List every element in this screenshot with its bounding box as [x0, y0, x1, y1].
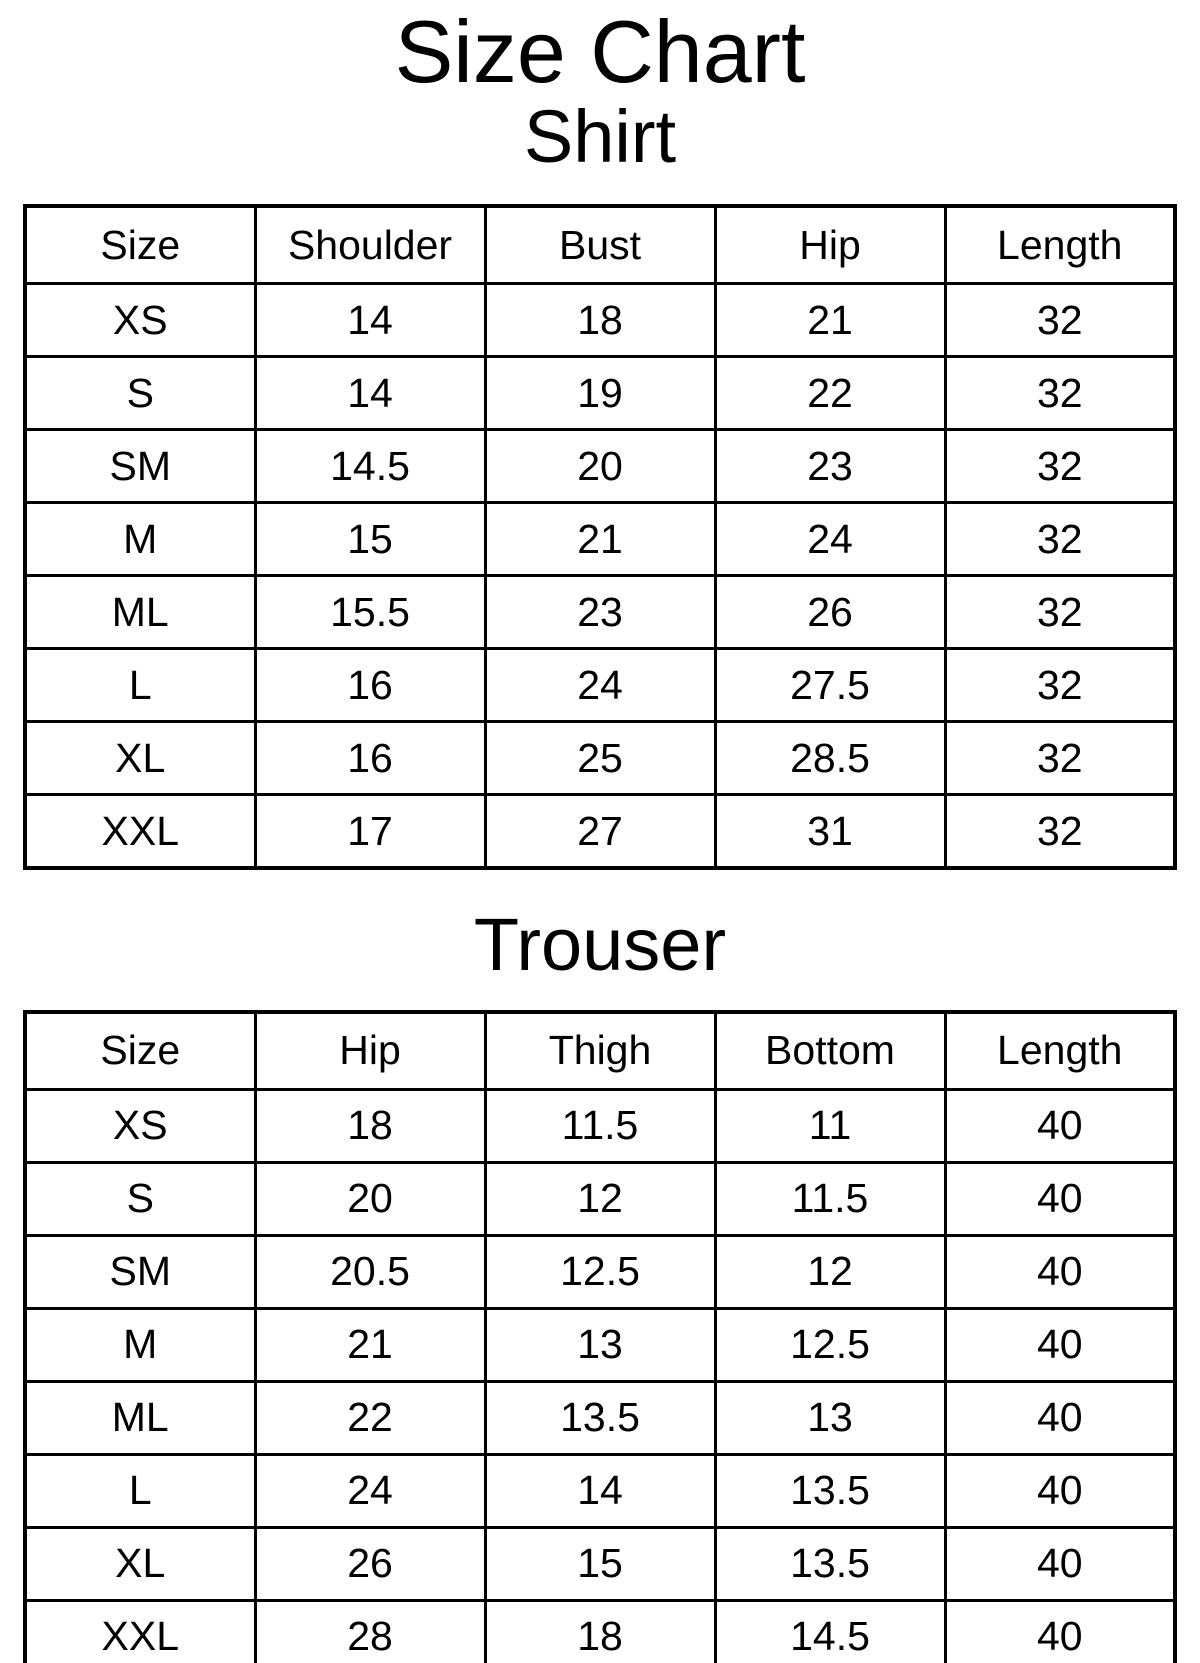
measurement-cell: 11.5: [485, 1089, 715, 1162]
table-row: [25, 649, 1175, 722]
size-label-cell: ML: [25, 1381, 255, 1454]
measurement-cell: 13: [715, 1381, 945, 1454]
column-header: Bottom: [715, 1012, 945, 1090]
size-label-cell: S: [25, 1162, 255, 1235]
size-label-cell: S: [25, 357, 255, 430]
trouser-size-table: [23, 1010, 1177, 1663]
measurement-cell: 28.5: [715, 722, 945, 795]
measurement-cell: 40: [945, 1235, 1175, 1308]
measurement-cell: 14.5: [715, 1600, 945, 1663]
table-row: [25, 1308, 1175, 1381]
measurement-cell: 23: [485, 576, 715, 649]
table-row: [25, 1600, 1175, 1663]
measurement-cell: 40: [945, 1527, 1175, 1600]
measurement-cell: 14: [485, 1454, 715, 1527]
shirt-table-head: [25, 206, 1175, 284]
measurement-cell: 14: [255, 357, 485, 430]
table-row: [25, 284, 1175, 357]
size-label-cell: XS: [25, 284, 255, 357]
column-header: Length: [945, 206, 1175, 284]
shirt-table-body: [25, 284, 1175, 869]
measurement-cell: 13.5: [715, 1454, 945, 1527]
size-label-cell: XL: [25, 1527, 255, 1600]
measurement-cell: 22: [255, 1381, 485, 1454]
measurement-cell: 15.5: [255, 576, 485, 649]
size-label-cell: M: [25, 1308, 255, 1381]
measurement-cell: 16: [255, 649, 485, 722]
trouser-table-body: [25, 1089, 1175, 1663]
measurement-cell: 32: [945, 795, 1175, 869]
size-label-cell: ML: [25, 576, 255, 649]
measurement-cell: 23: [715, 430, 945, 503]
size-label-cell: XXL: [25, 1600, 255, 1663]
measurement-cell: 20: [485, 430, 715, 503]
measurement-cell: 18: [255, 1089, 485, 1162]
size-label-cell: SM: [25, 430, 255, 503]
measurement-cell: 24: [255, 1454, 485, 1527]
measurement-cell: 31: [715, 795, 945, 869]
measurement-cell: 12.5: [715, 1308, 945, 1381]
size-label-cell: XL: [25, 722, 255, 795]
column-header: Bust: [485, 206, 715, 284]
measurement-cell: 15: [255, 503, 485, 576]
table-row: [25, 795, 1175, 869]
measurement-cell: 13: [485, 1308, 715, 1381]
measurement-cell: 21: [715, 284, 945, 357]
size-label-cell: XS: [25, 1089, 255, 1162]
measurement-cell: 32: [945, 357, 1175, 430]
measurement-cell: 13.5: [715, 1527, 945, 1600]
measurement-cell: 40: [945, 1381, 1175, 1454]
column-header: Size: [25, 206, 255, 284]
table-row: [25, 1162, 1175, 1235]
measurement-cell: 40: [945, 1454, 1175, 1527]
page-title: Size Chart: [394, 2, 806, 101]
table-row: [25, 1235, 1175, 1308]
column-header: Shoulder: [255, 206, 485, 284]
table-row: [25, 1527, 1175, 1600]
measurement-cell: 20: [255, 1162, 485, 1235]
measurement-cell: 32: [945, 284, 1175, 357]
table-row: [25, 1089, 1175, 1162]
size-label-cell: L: [25, 649, 255, 722]
size-label-cell: L: [25, 1454, 255, 1527]
trouser-table-head: [25, 1012, 1175, 1090]
measurement-cell: 17: [255, 795, 485, 869]
table-row: [25, 576, 1175, 649]
measurement-cell: 24: [485, 649, 715, 722]
measurement-cell: 26: [715, 576, 945, 649]
measurement-cell: 13.5: [485, 1381, 715, 1454]
size-label-cell: SM: [25, 1235, 255, 1308]
measurement-cell: 40: [945, 1162, 1175, 1235]
column-header: Size: [25, 1012, 255, 1090]
measurement-cell: 27.5: [715, 649, 945, 722]
measurement-cell: 16: [255, 722, 485, 795]
measurement-cell: 15: [485, 1527, 715, 1600]
table-row: [25, 430, 1175, 503]
measurement-cell: 32: [945, 649, 1175, 722]
measurement-cell: 40: [945, 1308, 1175, 1381]
trouser-section-heading: Trouser: [473, 903, 727, 987]
measurement-cell: 32: [945, 576, 1175, 649]
measurement-cell: 12: [715, 1235, 945, 1308]
measurement-cell: 22: [715, 357, 945, 430]
measurement-cell: 21: [485, 503, 715, 576]
measurement-cell: 24: [715, 503, 945, 576]
column-header: Thigh: [485, 1012, 715, 1090]
table-row: [25, 1381, 1175, 1454]
measurement-cell: 32: [945, 430, 1175, 503]
size-label-cell: XXL: [25, 795, 255, 869]
measurement-cell: 25: [485, 722, 715, 795]
trouser-header-row: [25, 1012, 1175, 1090]
table-row: [25, 1454, 1175, 1527]
measurement-cell: 20.5: [255, 1235, 485, 1308]
column-header: Hip: [255, 1012, 485, 1090]
measurement-cell: 14.5: [255, 430, 485, 503]
table-row: [25, 357, 1175, 430]
measurement-cell: 19: [485, 357, 715, 430]
measurement-cell: 12: [485, 1162, 715, 1235]
measurement-cell: 28: [255, 1600, 485, 1663]
shirt-size-table: [23, 204, 1177, 870]
table-row: [25, 722, 1175, 795]
measurement-cell: 32: [945, 503, 1175, 576]
measurement-cell: 11.5: [715, 1162, 945, 1235]
measurement-cell: 40: [945, 1600, 1175, 1663]
measurement-cell: 40: [945, 1089, 1175, 1162]
measurement-cell: 12.5: [485, 1235, 715, 1308]
measurement-cell: 11: [715, 1089, 945, 1162]
size-label-cell: M: [25, 503, 255, 576]
measurement-cell: 26: [255, 1527, 485, 1600]
measurement-cell: 21: [255, 1308, 485, 1381]
measurement-cell: 18: [485, 284, 715, 357]
column-header: Length: [945, 1012, 1175, 1090]
shirt-header-row: [25, 206, 1175, 284]
table-row: [25, 503, 1175, 576]
measurement-cell: 14: [255, 284, 485, 357]
column-header: Hip: [715, 206, 945, 284]
measurement-cell: 32: [945, 722, 1175, 795]
measurement-cell: 18: [485, 1600, 715, 1663]
shirt-section-heading: Shirt: [523, 95, 677, 179]
measurement-cell: 27: [485, 795, 715, 869]
